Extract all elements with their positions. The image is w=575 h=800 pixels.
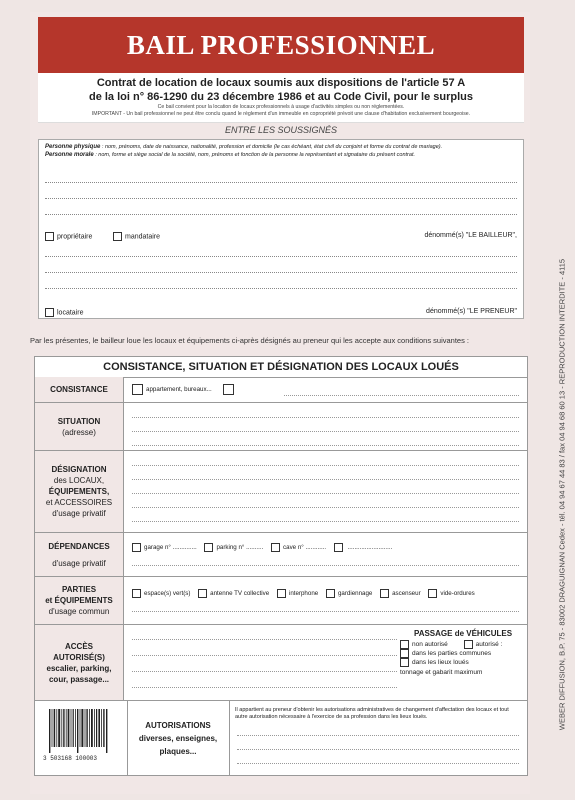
espaces-verts-option[interactable]: espace(s) vert(s) xyxy=(132,590,190,597)
publisher-info: WEBER DIFFUSION, B.P. 75 - 83002 DRAGUIGNAN Cedex - tél. 04 94 67 44 83 / fax 04 94 68 60 13 - REPRODUCTION INTERDITE - 4115 xyxy=(557,258,567,731)
checkbox-icon[interactable] xyxy=(45,232,54,241)
subtitle-line-2: de la loi n° 86-1290 du 23 décembre 1986 et au Code Civil, pour le surplus xyxy=(88,91,474,103)
between-heading: ENTRE LES SOUSSIGNÉS xyxy=(224,125,338,135)
subtitle-note-1: Ce bail convient pour la location de locaux professionnels à usage d'activités simples ou non réglementées. xyxy=(157,104,405,110)
garage-option[interactable]: garage n° .............. xyxy=(132,544,197,551)
designation-cell xyxy=(124,451,527,532)
situation-label: SITUATION (adresse) xyxy=(35,403,124,450)
gardiennage-option[interactable]: gardiennage xyxy=(326,590,372,597)
situation-line-2[interactable] xyxy=(132,431,519,432)
lieux-loues-option[interactable]: dans les lieux loués xyxy=(400,658,526,667)
non-autorise-option[interactable]: non autorisé xyxy=(400,641,448,648)
checkbox-icon[interactable] xyxy=(277,589,286,598)
row-designation xyxy=(35,451,527,533)
vide-ordures-option[interactable]: vide-ordures xyxy=(428,590,474,597)
checkbox-icon[interactable] xyxy=(400,649,409,658)
autorisations-line-3[interactable] xyxy=(237,763,519,764)
personne-morale-def xyxy=(39,151,523,159)
ascenseur-option[interactable]: ascenseur xyxy=(380,590,421,597)
locataire-option[interactable] xyxy=(45,308,83,317)
row-dependances xyxy=(35,533,527,577)
bailleur-label: dénommé(s) "LE BAILLEUR", xyxy=(424,232,517,239)
autorisations-line-1[interactable] xyxy=(237,735,519,736)
checkbox-icon[interactable] xyxy=(45,308,54,317)
checkbox-icon[interactable] xyxy=(464,640,473,649)
preneur-label: dénommé(s) "LE PRENEUR" xyxy=(426,308,517,315)
checkbox-icon[interactable] xyxy=(204,543,213,552)
row-consistance xyxy=(35,377,527,403)
bailleur-line-2[interactable] xyxy=(45,198,517,199)
designation-line-2[interactable] xyxy=(132,479,519,480)
consistance-cell xyxy=(124,377,527,402)
cave-option[interactable]: cave n° ............ xyxy=(271,544,326,551)
parties-communes-cell xyxy=(124,577,527,624)
designation-line-1[interactable] xyxy=(132,465,519,466)
autorisations-label: AUTORISATIONS diverses, enseignes, plaques... xyxy=(127,701,230,775)
tonnage-label: tonnage et gabarit maximum xyxy=(400,668,483,676)
subtitle-block xyxy=(38,73,524,123)
dependances-line[interactable] xyxy=(132,565,519,566)
checkbox-icon[interactable] xyxy=(380,589,389,598)
antenne-option[interactable]: antenne TV collective xyxy=(198,590,269,597)
bailleur-line-1[interactable] xyxy=(45,182,517,183)
preneur-line-3[interactable] xyxy=(45,288,517,289)
row-parties-communes xyxy=(35,577,527,625)
situation-line-3[interactable] xyxy=(132,445,519,446)
barcode-number: 3 503168 100003 xyxy=(43,755,98,762)
designation-label: DÉSIGNATION des LOCAUX, ÉQUIPEMENTS, et ACCESSOIRES d'usage privatif xyxy=(35,451,124,532)
mandataire-option[interactable] xyxy=(113,232,160,241)
preneur-line-2[interactable] xyxy=(45,272,517,273)
publisher-side-text xyxy=(554,220,568,780)
row-acces xyxy=(35,625,527,701)
designation-line-5[interactable] xyxy=(132,521,519,522)
barcode-icon xyxy=(49,709,109,753)
other-dependance-option[interactable]: .......................... xyxy=(334,544,392,551)
passage-vehicules-block xyxy=(400,629,526,677)
locataire-label: locataire xyxy=(57,309,84,317)
preneur-line-1[interactable] xyxy=(45,256,517,257)
parties-communes-line[interactable] xyxy=(132,611,519,612)
checkbox-icon[interactable] xyxy=(271,543,280,552)
interphone-option[interactable]: interphone xyxy=(277,590,318,597)
parties-communes-label: PARTIES et ÉQUIPEMENTS d'usage commun xyxy=(35,577,124,624)
subtitle-line-1: Contrat de location de locaux soumis aux dispositions de l'article 57 A xyxy=(96,77,466,89)
proprietaire-label: propriétaire xyxy=(57,233,93,241)
grid-title: CONSISTANCE, SITUATION ET DÉSIGNATION DES LOCAUX LOUÉS xyxy=(35,357,527,378)
parties-box xyxy=(38,139,524,319)
checkbox-icon[interactable] xyxy=(223,384,234,395)
acces-line-1[interactable] xyxy=(132,639,397,640)
acces-line-2[interactable] xyxy=(132,655,397,656)
checkbox-icon[interactable] xyxy=(334,543,343,552)
acces-cell xyxy=(124,625,527,700)
situation-line-1[interactable] xyxy=(132,417,519,418)
document-title: BAIL PROFESSIONNEL xyxy=(38,17,524,73)
checkbox-icon[interactable] xyxy=(132,384,143,395)
barcode-area xyxy=(35,701,128,775)
autorise-option[interactable]: autorisé : xyxy=(464,641,503,648)
intro-text: Par les présentes, le bailleur loue les locaux et équipements ci-après désignés au preneur qui les accepte aux conditions suivantes : xyxy=(30,336,470,345)
autorisations-text: Il appartient au preneur d'obtenir les autorisations administratives de changement d'affectation des locaux et tout autre autorisation nécessaire à l'exercice de sa profession dans les lieux loués. xyxy=(235,707,509,720)
passage-title: PASSAGE de VÉHICULES xyxy=(413,629,513,638)
acces-line-3[interactable] xyxy=(132,671,397,672)
acces-label: ACCÈS AUTORISÉ(S) escalier, parking, cour, passage... xyxy=(35,625,124,700)
checkbox-icon[interactable] xyxy=(400,658,409,667)
consistance-option-label: appartement, bureaux... xyxy=(146,386,212,394)
subtitle-note-2: IMPORTANT - Un bail professionnel ne peut être conclu quand le règlement d'un immeuble en copropriété prévoit une clause d'habitation exclusivement bourgeoise. xyxy=(91,111,471,117)
dependances-label: DÉPENDANCES d'usage privatif xyxy=(35,533,124,576)
locaux-grid xyxy=(34,356,528,776)
designation-line-4[interactable] xyxy=(132,507,519,508)
parties-communes-option[interactable]: dans les parties communes xyxy=(400,649,526,658)
proprietaire-option[interactable] xyxy=(45,232,92,241)
checkbox-icon[interactable] xyxy=(113,232,122,241)
row-situation xyxy=(35,403,527,451)
personne-physique-text: : nom, prénoms, date de naissance, nationalité, profession et domicile (le cas échéant, état civil du conjoint et forme du contrat de mariage). xyxy=(100,144,443,150)
personne-physique-def xyxy=(39,140,523,151)
bailleur-line-3[interactable] xyxy=(45,214,517,215)
personne-morale-label: Personne morale xyxy=(45,152,94,158)
autorisations-line-2[interactable] xyxy=(237,749,519,750)
checkbox-icon[interactable] xyxy=(198,589,207,598)
personne-physique-label: Personne physique xyxy=(45,144,101,150)
acces-line-4[interactable] xyxy=(132,687,397,688)
checkbox-icon[interactable] xyxy=(132,589,141,598)
personne-morale-text: : nom, forme et siège social de la société, nom, prénoms et fonction de la personne la représentant et signataire du présent contrat. xyxy=(93,152,416,158)
row-autorisations xyxy=(35,701,527,775)
situation-cell xyxy=(124,403,527,450)
checkbox-icon[interactable] xyxy=(132,543,141,552)
designation-line-3[interactable] xyxy=(132,493,519,494)
autorisations-cell xyxy=(229,701,527,775)
dependances-cell xyxy=(124,533,527,576)
checkbox-icon[interactable] xyxy=(326,589,335,598)
consistance-label: CONSISTANCE xyxy=(35,377,124,402)
consistance-line[interactable] xyxy=(284,395,519,396)
checkbox-icon[interactable] xyxy=(428,589,437,598)
checkbox-icon[interactable] xyxy=(400,640,409,649)
mandataire-label: mandataire xyxy=(125,233,161,241)
parking-option[interactable]: parking n° .......... xyxy=(204,544,263,551)
